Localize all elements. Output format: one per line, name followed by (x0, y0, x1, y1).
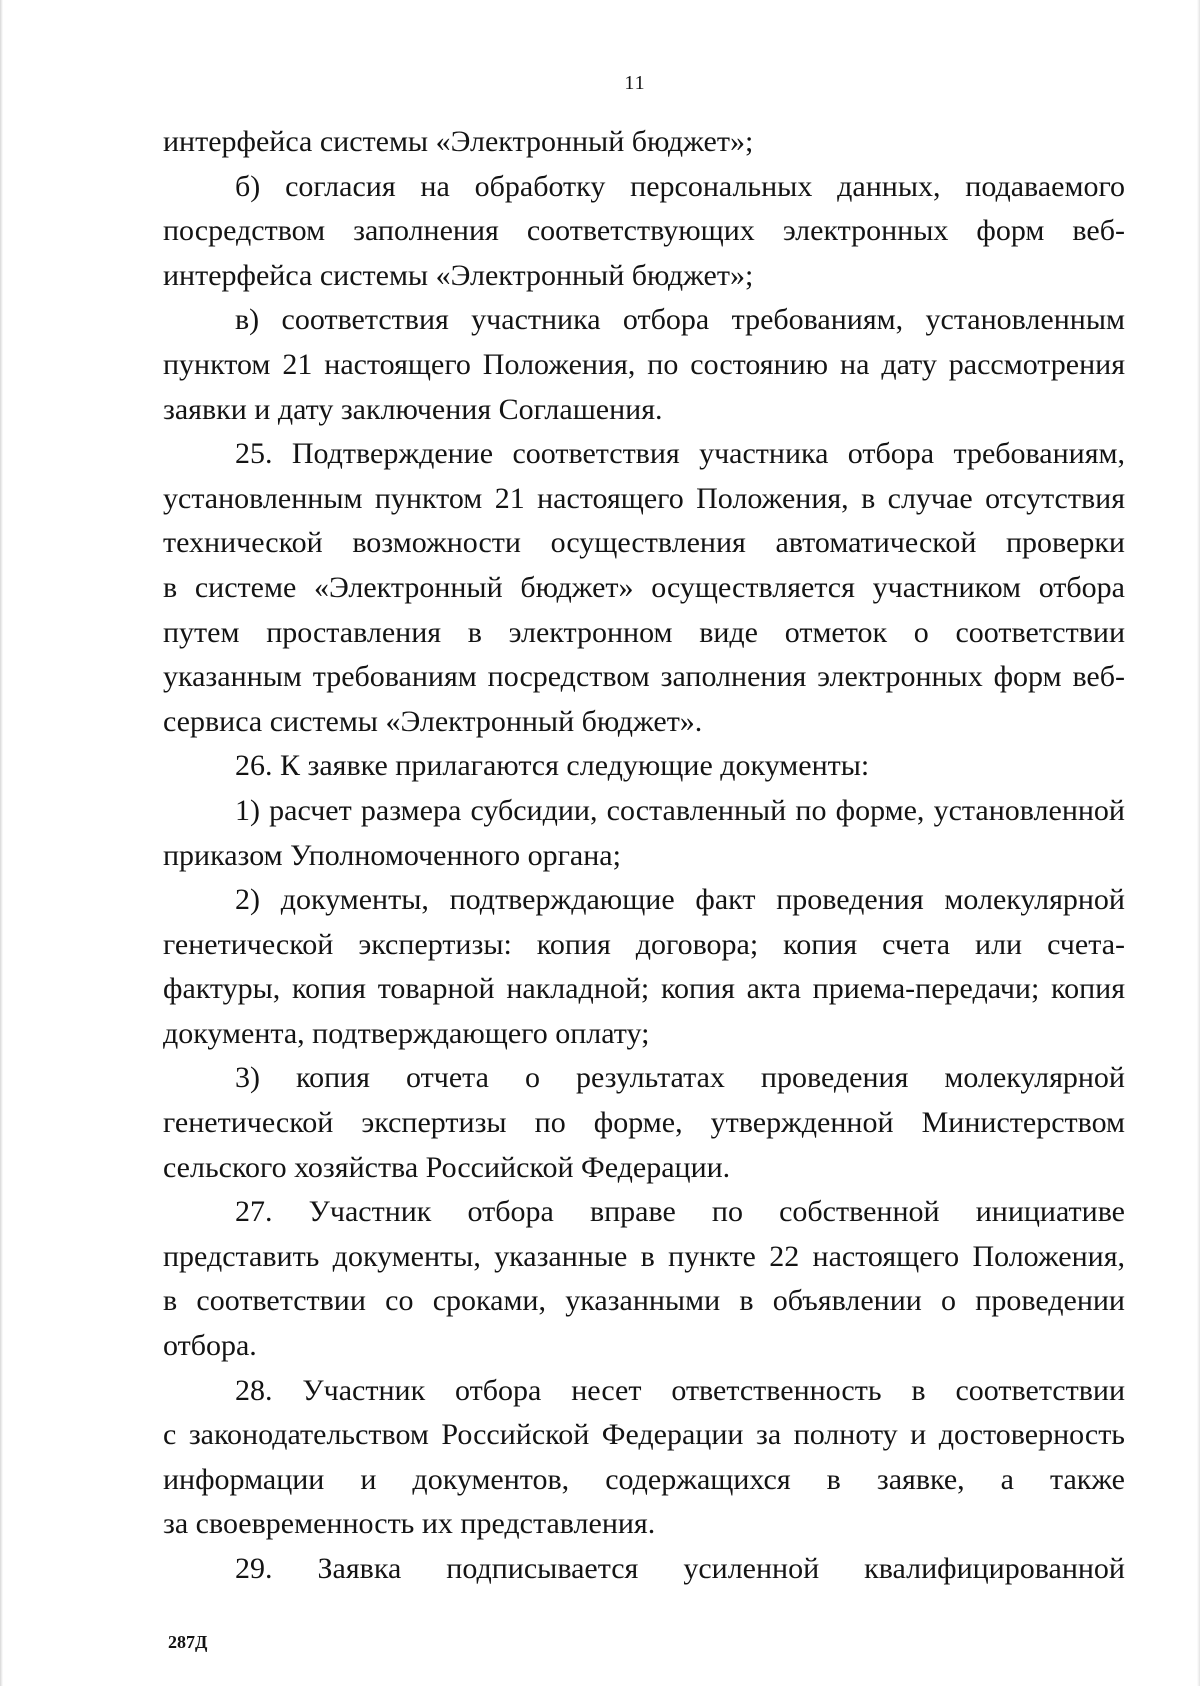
text-line: 27. Участник отбора вправе по собственной инициативе (235, 1195, 1125, 1229)
text-line: сервиса системы «Электронный бюджет». (163, 704, 703, 738)
text-line: отбора. (163, 1329, 257, 1363)
text-line: документа, подтверждающего оплату; (163, 1016, 650, 1050)
text-line: указанным требованиям посредством заполнения электронных форм веб- (163, 660, 1125, 694)
text-line: сельского хозяйства Российской Федерации. (163, 1150, 731, 1184)
scan-left-edge (0, 0, 3, 1686)
text-line: 28. Участник отбора несет ответственность в соответствии (235, 1373, 1125, 1407)
text-line: в системе «Электронный бюджет» осуществляется участником отбора (163, 570, 1125, 604)
document-body (163, 120, 1125, 1592)
text-line: 26. К заявке прилагаются следующие документы: (235, 749, 870, 783)
text-line: заявки и дату заключения Соглашения. (163, 392, 663, 426)
text-line: в соответствии со сроками, указанными в объявлении о проведении (163, 1284, 1125, 1318)
text-line: за своевременность их представления. (163, 1507, 656, 1541)
text-line: 29. Заявка подписывается усиленной квалифицированной (235, 1552, 1125, 1585)
text-line: интерфейса системы «Электронный бюджет»; (163, 258, 754, 292)
text-line: генетической экспертизы: копия договора; копия счета или счета- (163, 927, 1125, 961)
text-line: представить документы, указанные в пункте 22 настоящего Положения, (163, 1239, 1125, 1273)
text-line: в) соответствия участника отбора требованиям, установленным (235, 303, 1125, 337)
text-line: технической возможности осуществления автоматической проверки (163, 526, 1125, 560)
text-line: 2) документы, подтверждающие факт проведения молекулярной (235, 883, 1125, 917)
text-line: фактуры, копия товарной накладной; копия акта приема-передачи; копия (163, 972, 1125, 1006)
text-line: посредством заполнения соответствующих электронных форм веб- (163, 214, 1125, 248)
text-line: с законодательством Российской Федерации за полноту и достоверность (163, 1418, 1125, 1452)
text-line: путем проставления в электронном виде отметок о соответствии (163, 615, 1125, 649)
text-line: б) согласия на обработку персональных данных, подаваемого (235, 169, 1125, 203)
text-line: информации и документов, содержащихся в заявке, а также (163, 1462, 1125, 1496)
text-line: установленным пунктом 21 настоящего Положения, в случае отсутствия (163, 481, 1125, 515)
page-number: 11 (624, 72, 646, 94)
text-line: 1) расчет размера субсидии, составленный по форме, установленной (235, 793, 1125, 827)
text-line: пунктом 21 настоящего Положения, по состоянию на дату рассмотрения (163, 347, 1125, 381)
text-line: приказом Уполномоченного органа; (163, 838, 621, 872)
text-line: 25. Подтверждение соответствия участника отбора требованиям, (235, 437, 1125, 471)
text-line: интерфейса системы «Электронный бюджет»; (163, 125, 754, 158)
text-line: генетической экспертизы по форме, утвержденной Министерством (163, 1106, 1125, 1140)
footer-document-code: 287Д (168, 1632, 208, 1652)
text-line: 3) копия отчета о результатах проведения молекулярной (235, 1061, 1125, 1095)
